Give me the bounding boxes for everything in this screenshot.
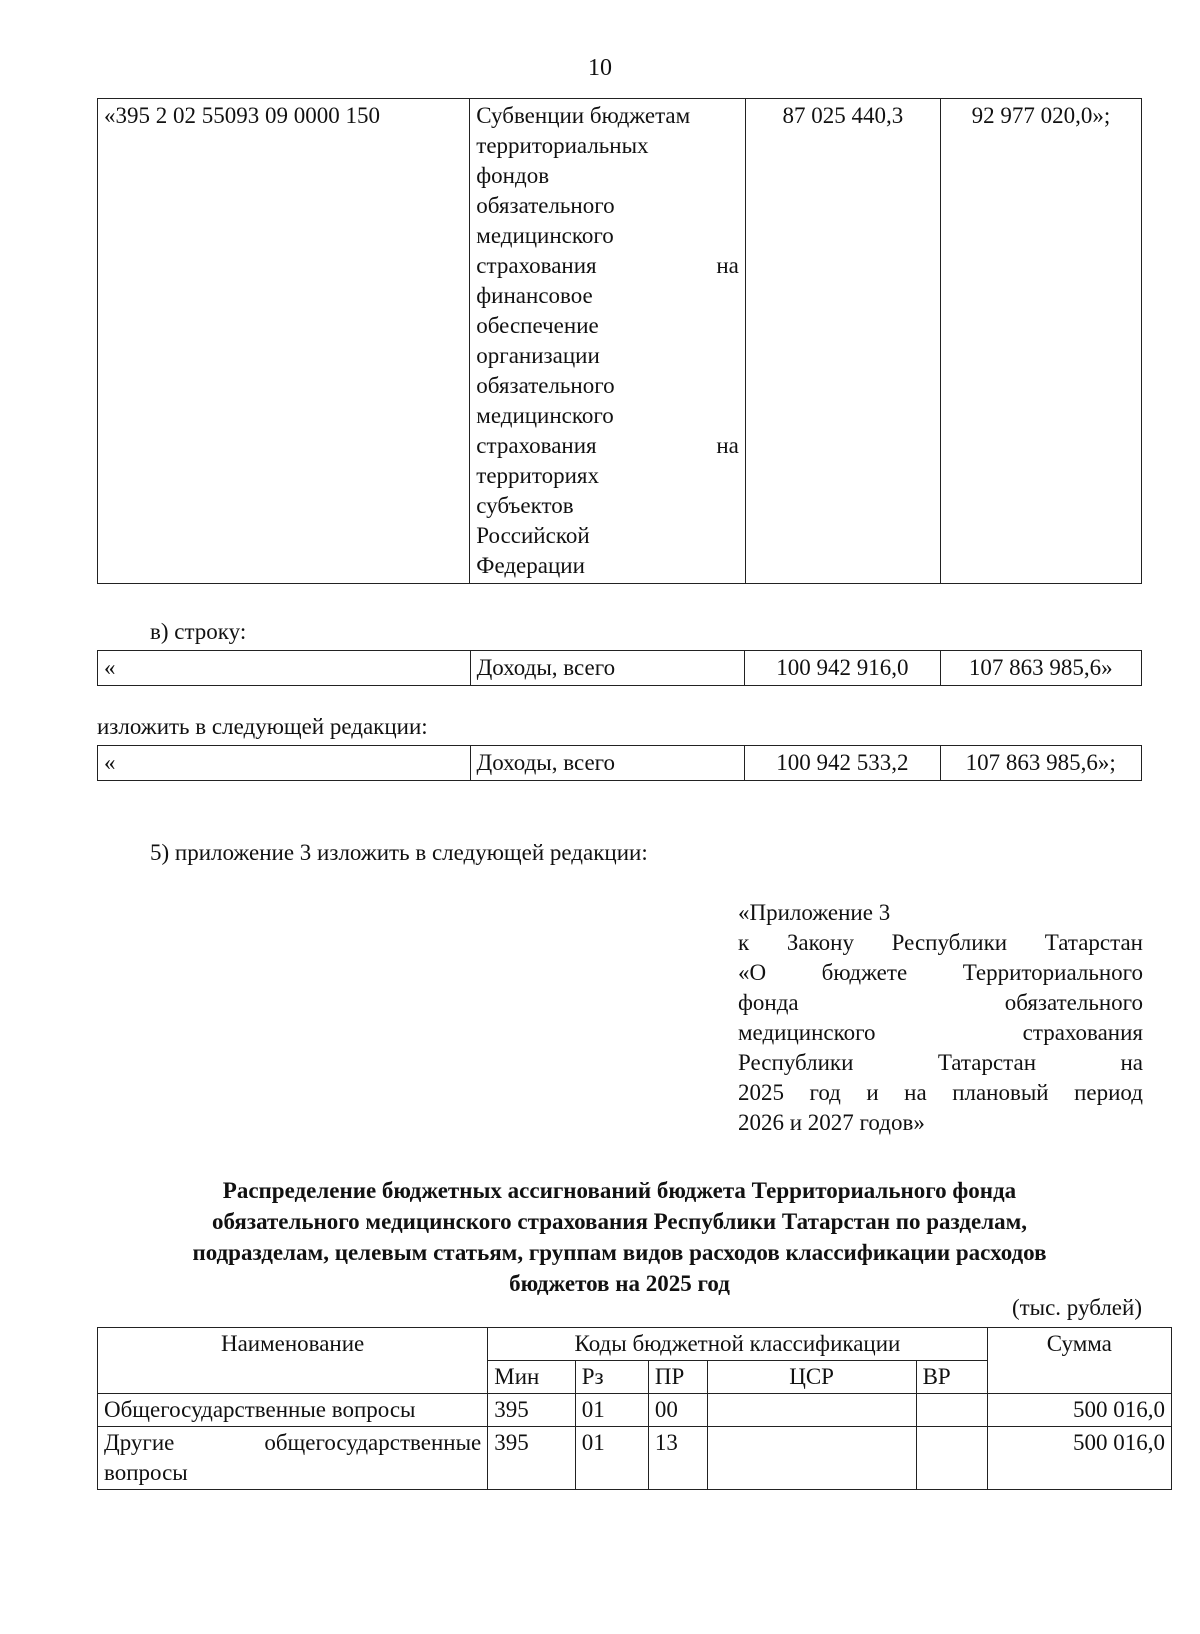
income-value-2-cell: 107 863 985,6»; — [940, 746, 1142, 781]
description-word: на — [716, 253, 739, 278]
appendix-word: обязательного — [1004, 990, 1143, 1015]
heading-line: обязательного медицинского страхования Республики Татарстан по разделам, — [211, 1209, 1028, 1234]
row-pr: 13 — [648, 1427, 707, 1490]
row-name — [98, 1427, 488, 1490]
appendix-line — [738, 1018, 1143, 1048]
heading-line: подразделам, целевым статьям, группам видов расходов классификации расходов — [192, 1240, 1047, 1265]
header-sum: Сумма — [987, 1328, 1171, 1394]
header-csr: ЦСР — [707, 1361, 916, 1394]
quote-cell: « — [98, 746, 471, 781]
table-row — [98, 1394, 1172, 1427]
description-line: фондов — [476, 163, 550, 188]
appendix-line — [738, 958, 1143, 988]
appendix-word: фонда — [738, 990, 799, 1015]
description-line: обязательного — [476, 373, 615, 398]
row-min: 395 — [488, 1394, 576, 1427]
table-row — [98, 1427, 1172, 1490]
row-vr — [916, 1394, 987, 1427]
header-rz: Рз — [575, 1361, 648, 1394]
income-value-2-cell: 107 863 985,6» — [940, 651, 1141, 686]
appendix-line — [738, 928, 1143, 958]
appendix-word: «О — [738, 960, 767, 985]
header-min: Мин — [488, 1361, 576, 1394]
appendix-word: Татарстан — [937, 1050, 1037, 1075]
appendix-word: на — [904, 1080, 927, 1105]
row-sum: 500 016,0 — [987, 1427, 1171, 1490]
header-row — [98, 1328, 1172, 1361]
table-row — [98, 746, 1142, 781]
description-line: Российской — [476, 523, 590, 548]
description-line: медицинского — [476, 223, 614, 248]
para-5-appendix: 5) приложение 3 изложить в следующей редакции: — [150, 840, 648, 865]
description-cell — [470, 99, 746, 584]
income-value-1-cell: 100 942 533,2 — [745, 746, 940, 781]
description-line — [476, 251, 739, 281]
para-izlozhit: изложить в следующей редакции: — [97, 714, 428, 739]
appendix-word: на — [1120, 1050, 1143, 1075]
value-2025-cell: 87 025 440,3 — [745, 99, 940, 584]
appendix-word: и — [866, 1080, 879, 1105]
appendix-word: бюджете — [821, 960, 908, 985]
appendix-note — [738, 898, 1143, 1138]
row-vr — [916, 1427, 987, 1490]
table-row — [98, 99, 1142, 584]
appendix-line — [738, 988, 1143, 1018]
quote-cell: « — [98, 651, 471, 686]
row-sum: 500 016,0 — [987, 1394, 1171, 1427]
description-line: территориальных — [476, 133, 649, 158]
row-csr — [707, 1427, 916, 1490]
header-vr: ВР — [916, 1361, 987, 1394]
header-name: Наименование — [98, 1328, 488, 1394]
appendix-word: медицинского — [738, 1020, 876, 1045]
description-word: страхования — [476, 433, 597, 458]
header-codes: Коды бюджетной классификации — [488, 1328, 987, 1361]
row-pr: 00 — [648, 1394, 707, 1427]
appendix-word: Закону — [786, 930, 854, 955]
appendix-word: плановый — [952, 1080, 1049, 1105]
appendix-word: Республики — [738, 1050, 854, 1075]
row-name-line — [104, 1428, 481, 1458]
appendix-word: Территориального — [962, 960, 1143, 985]
appendix-line — [738, 1078, 1143, 1108]
row-rz: 01 — [575, 1427, 648, 1490]
appendix-line: «Приложение 3 — [738, 900, 891, 925]
appendix-word: Татарстан — [1044, 930, 1143, 955]
subvention-table — [97, 98, 1142, 584]
description-line: обеспечение — [476, 313, 599, 338]
description-line: Федерации — [476, 553, 585, 578]
allocation-table — [97, 1327, 1172, 1490]
description-line: организации — [476, 343, 600, 368]
description-line: финансовое — [476, 283, 593, 308]
para-v-stroku: в) строку: — [150, 619, 247, 644]
income-new-table — [97, 745, 1142, 781]
units-label: (тыс. рублей) — [1011, 1295, 1142, 1320]
appendix-word: год — [809, 1080, 841, 1105]
description-line — [476, 431, 739, 461]
appendix-word: 2025 — [738, 1080, 784, 1105]
row-name-word: Другие — [104, 1430, 175, 1455]
description-line: обязательного — [476, 193, 615, 218]
appendix-word: период — [1074, 1080, 1143, 1105]
description-word: страхования — [476, 253, 597, 278]
heading-line: Распределение бюджетных ассигнований бюджета Территориального фонда — [222, 1178, 1017, 1203]
row-rz: 01 — [575, 1394, 648, 1427]
row-min: 395 — [488, 1427, 576, 1490]
page-number: 10 — [588, 55, 612, 81]
appendix-line: 2026 и 2027 годов» — [738, 1110, 925, 1135]
budget-code-cell: «395 2 02 55093 09 0000 150 — [98, 99, 470, 584]
appendix-word: Республики — [891, 930, 1008, 955]
appendix-word: к — [738, 930, 750, 955]
header-pr: ПР — [648, 1361, 707, 1394]
description-line: медицинского — [476, 403, 614, 428]
appendix-line — [738, 1048, 1143, 1078]
table-row — [98, 651, 1142, 686]
income-name-cell: Доходы, всего — [470, 651, 745, 686]
row-name: Общегосударственные вопросы — [98, 1394, 488, 1427]
section-heading — [97, 1175, 1142, 1299]
income-value-1-cell: 100 942 916,0 — [745, 651, 940, 686]
description-line: территориях — [476, 463, 599, 488]
income-name-cell: Доходы, всего — [470, 746, 745, 781]
description-line: субъектов — [476, 493, 574, 518]
heading-line: бюджетов на 2025 год — [509, 1271, 730, 1296]
appendix-word: страхования — [1022, 1020, 1143, 1045]
row-name-line: вопросы — [104, 1460, 188, 1485]
description-line: Субвенции бюджетам — [476, 103, 691, 128]
income-old-table — [97, 650, 1142, 686]
description-word: на — [716, 433, 739, 458]
row-name-word: общегосударственные — [264, 1430, 482, 1455]
value-2026-cell: 92 977 020,0»; — [940, 99, 1141, 584]
row-csr — [707, 1394, 916, 1427]
